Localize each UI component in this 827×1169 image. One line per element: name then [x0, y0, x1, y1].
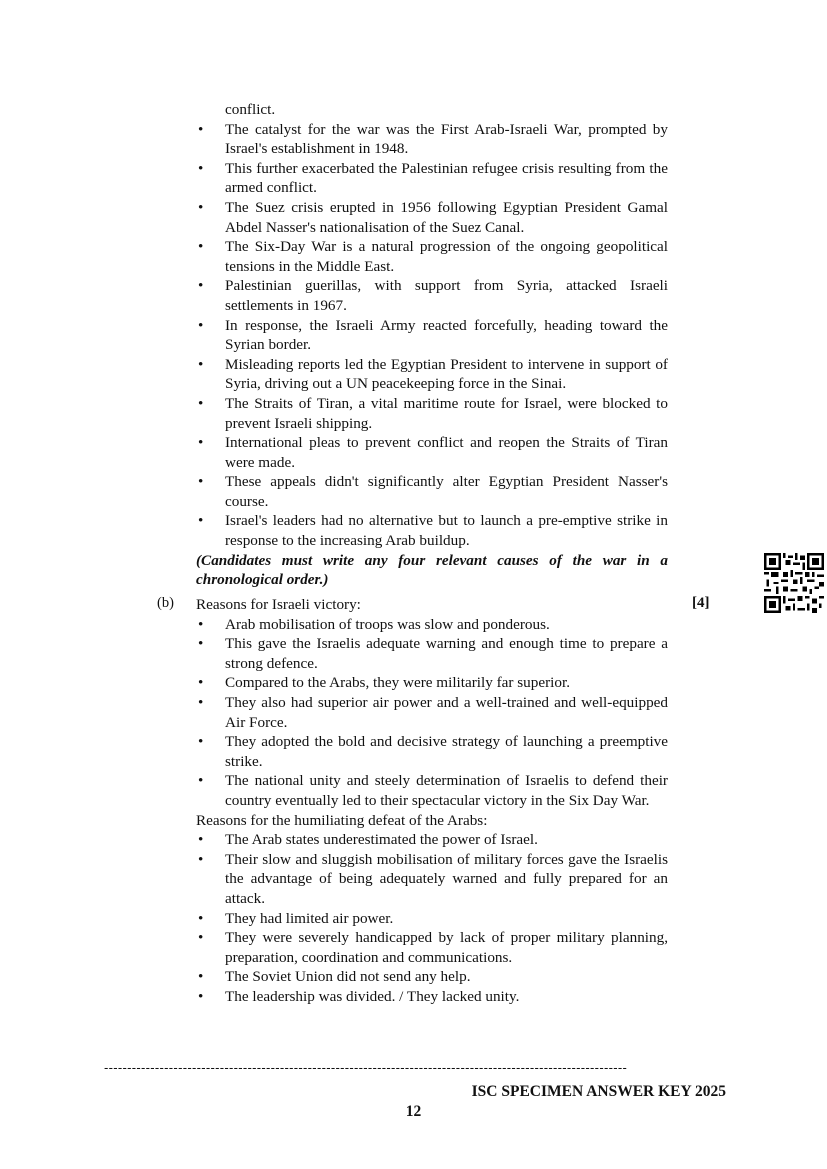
cause-bullet: • These appeals didn't significantly alter Egyptian President Nasser's course.	[196, 472, 668, 511]
victory-reason-bullet: • Compared to the Arabs, they were militarily far superior.	[196, 673, 668, 693]
cause-bullet: • This further exacerbated the Palestinian refugee crisis resulting from the armed conflict.	[196, 159, 668, 198]
cause-bullet: • International pleas to prevent conflict and reopen the Straits of Tiran were made.	[196, 433, 668, 472]
causes-section	[196, 100, 668, 590]
defeat-reason-bullet: • They had limited air power.	[196, 909, 668, 929]
cause-bullet: • The catalyst for the war was the First Arab-Israeli War, prompted by Israel's establishment in 1948.	[196, 120, 668, 159]
victory-reason-bullet: • They also had superior air power and a well-trained and well-equipped Air Force.	[196, 693, 668, 732]
cause-bullet: • The Straits of Tiran, a vital maritime route for Israel, were blocked to prevent Israeli shipping.	[196, 394, 668, 433]
cause-bullet: • The Suez crisis erupted in 1956 following Egyptian President Gamal Abdel Nasser's nationalisation of the Suez Canal.	[196, 198, 668, 237]
causes-list	[196, 120, 668, 551]
cause-bullet: • The Six-Day War is a natural progression of the ongoing geopolitical tensions in the Middle East.	[196, 237, 668, 276]
defeat-reason-bullet: • The leadership was divided. / They lacked unity.	[196, 987, 668, 1007]
marks-badge: [4]	[692, 595, 710, 611]
cause-bullet: • Palestinian guerillas, with support from Syria, attacked Israeli settlements in 1967.	[196, 276, 668, 315]
candidates-note: (Candidates must write any four relevant causes of the war in a chronological order.)	[196, 551, 668, 589]
cause-bullet: • In response, the Israeli Army reacted forcefully, heading toward the Syrian border.	[196, 316, 668, 355]
page-number: 12	[405, 1103, 422, 1120]
victory-heading: Reasons for Israeli victory:	[196, 596, 361, 613]
part-b-section	[196, 595, 668, 1006]
part-b-label: (b)	[157, 595, 174, 611]
defeat-heading: Reasons for the humiliating defeat of the Arabs:	[196, 811, 488, 829]
defeat-reason-bullet: • They were severely handicapped by lack of proper military planning, preparation, coordination and communications.	[196, 928, 668, 967]
cause-bullet: • Israel's leaders had no alternative but to launch a pre-emptive strike in response to the increasing Arab buildup.	[196, 511, 668, 550]
defeat-reasons-list	[196, 830, 668, 1006]
victory-reason-bullet: • Arab mobilisation of troops was slow and ponderous.	[196, 615, 668, 635]
continuation-text: conflict.	[225, 101, 276, 118]
footer-title: ISC SPECIMEN ANSWER KEY 2025	[471, 1083, 726, 1100]
victory-reason-bullet: • The national unity and steely determination of Israelis to defend their country eventually led to their spectacular victory in the Six Day War.	[196, 771, 668, 810]
defeat-reason-bullet: • The Arab states underestimated the power of Israel.	[196, 830, 668, 850]
cause-bullet: • Misleading reports led the Egyptian President to intervene in support of Syria, driving out a UN peacekeeping force in the Sinai.	[196, 355, 668, 394]
qr-code-icon	[764, 553, 824, 613]
defeat-reason-bullet: • The Soviet Union did not send any help.	[196, 967, 668, 987]
defeat-reason-bullet: • Their slow and sluggish mobilisation of military forces gave the Israelis the advantage of being adequately warned and fully prepared for an attack.	[196, 850, 668, 909]
victory-reason-bullet: • They adopted the bold and decisive strategy of launching a preemptive strike.	[196, 732, 668, 771]
victory-reasons-list	[196, 615, 668, 811]
footer-divider: -----------------------------------------------------------------------------------------------------------------	[104, 1063, 628, 1073]
victory-reason-bullet: • This gave the Israelis adequate warning and enough time to prepare a strong defence.	[196, 634, 668, 673]
